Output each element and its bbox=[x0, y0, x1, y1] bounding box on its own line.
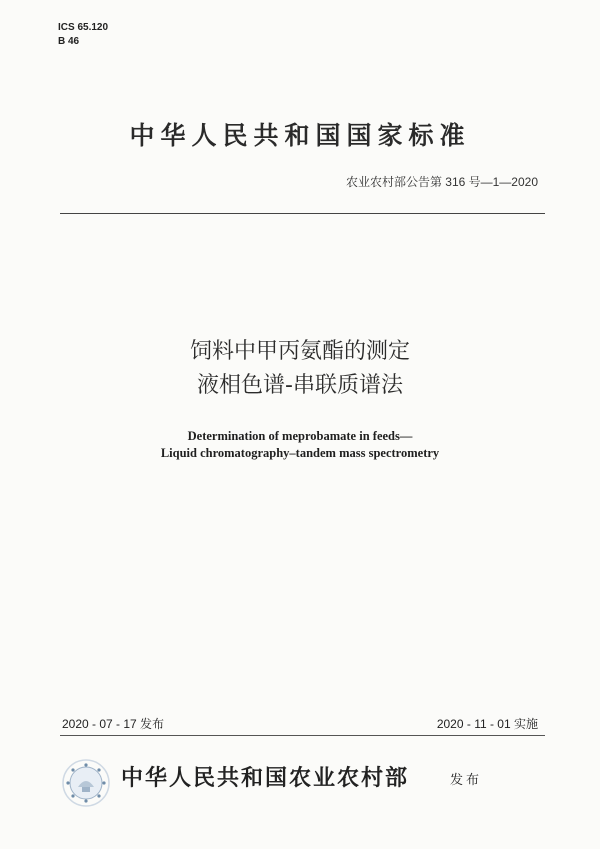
english-title bbox=[0, 428, 600, 462]
category-code: B 46 bbox=[58, 36, 80, 47]
standard-number: 农业农村部公告第 316 号—1—2020 bbox=[345, 175, 538, 189]
issue-date: 2020 - 07 - 17 发布 bbox=[62, 717, 165, 731]
implementation-date: 2020 - 11 - 01 实施 bbox=[436, 717, 538, 731]
chinese-title bbox=[0, 335, 600, 403]
publisher-name: 中华人民共和国农业农村部 bbox=[121, 766, 410, 791]
english-title-line1: Determination of meprobamate in feeds— bbox=[187, 429, 413, 443]
chinese-title-line2: 液相色谱-串联质谱法 bbox=[197, 373, 403, 398]
ministry-emblem-icon bbox=[60, 757, 112, 809]
footer-divider bbox=[60, 735, 545, 736]
ics-classification bbox=[58, 21, 108, 49]
standard-type-title: 中华人民共和国国家标准 bbox=[129, 121, 471, 150]
english-title-line2: Liquid chromatography–tandem mass spectrometry bbox=[160, 446, 440, 460]
header-divider bbox=[60, 213, 545, 214]
chinese-title-line1: 饲料中甲丙氨酯的测定 bbox=[189, 339, 410, 364]
publish-label: 发布 bbox=[450, 773, 483, 788]
ics-code: ICS 65.120 bbox=[58, 22, 109, 33]
